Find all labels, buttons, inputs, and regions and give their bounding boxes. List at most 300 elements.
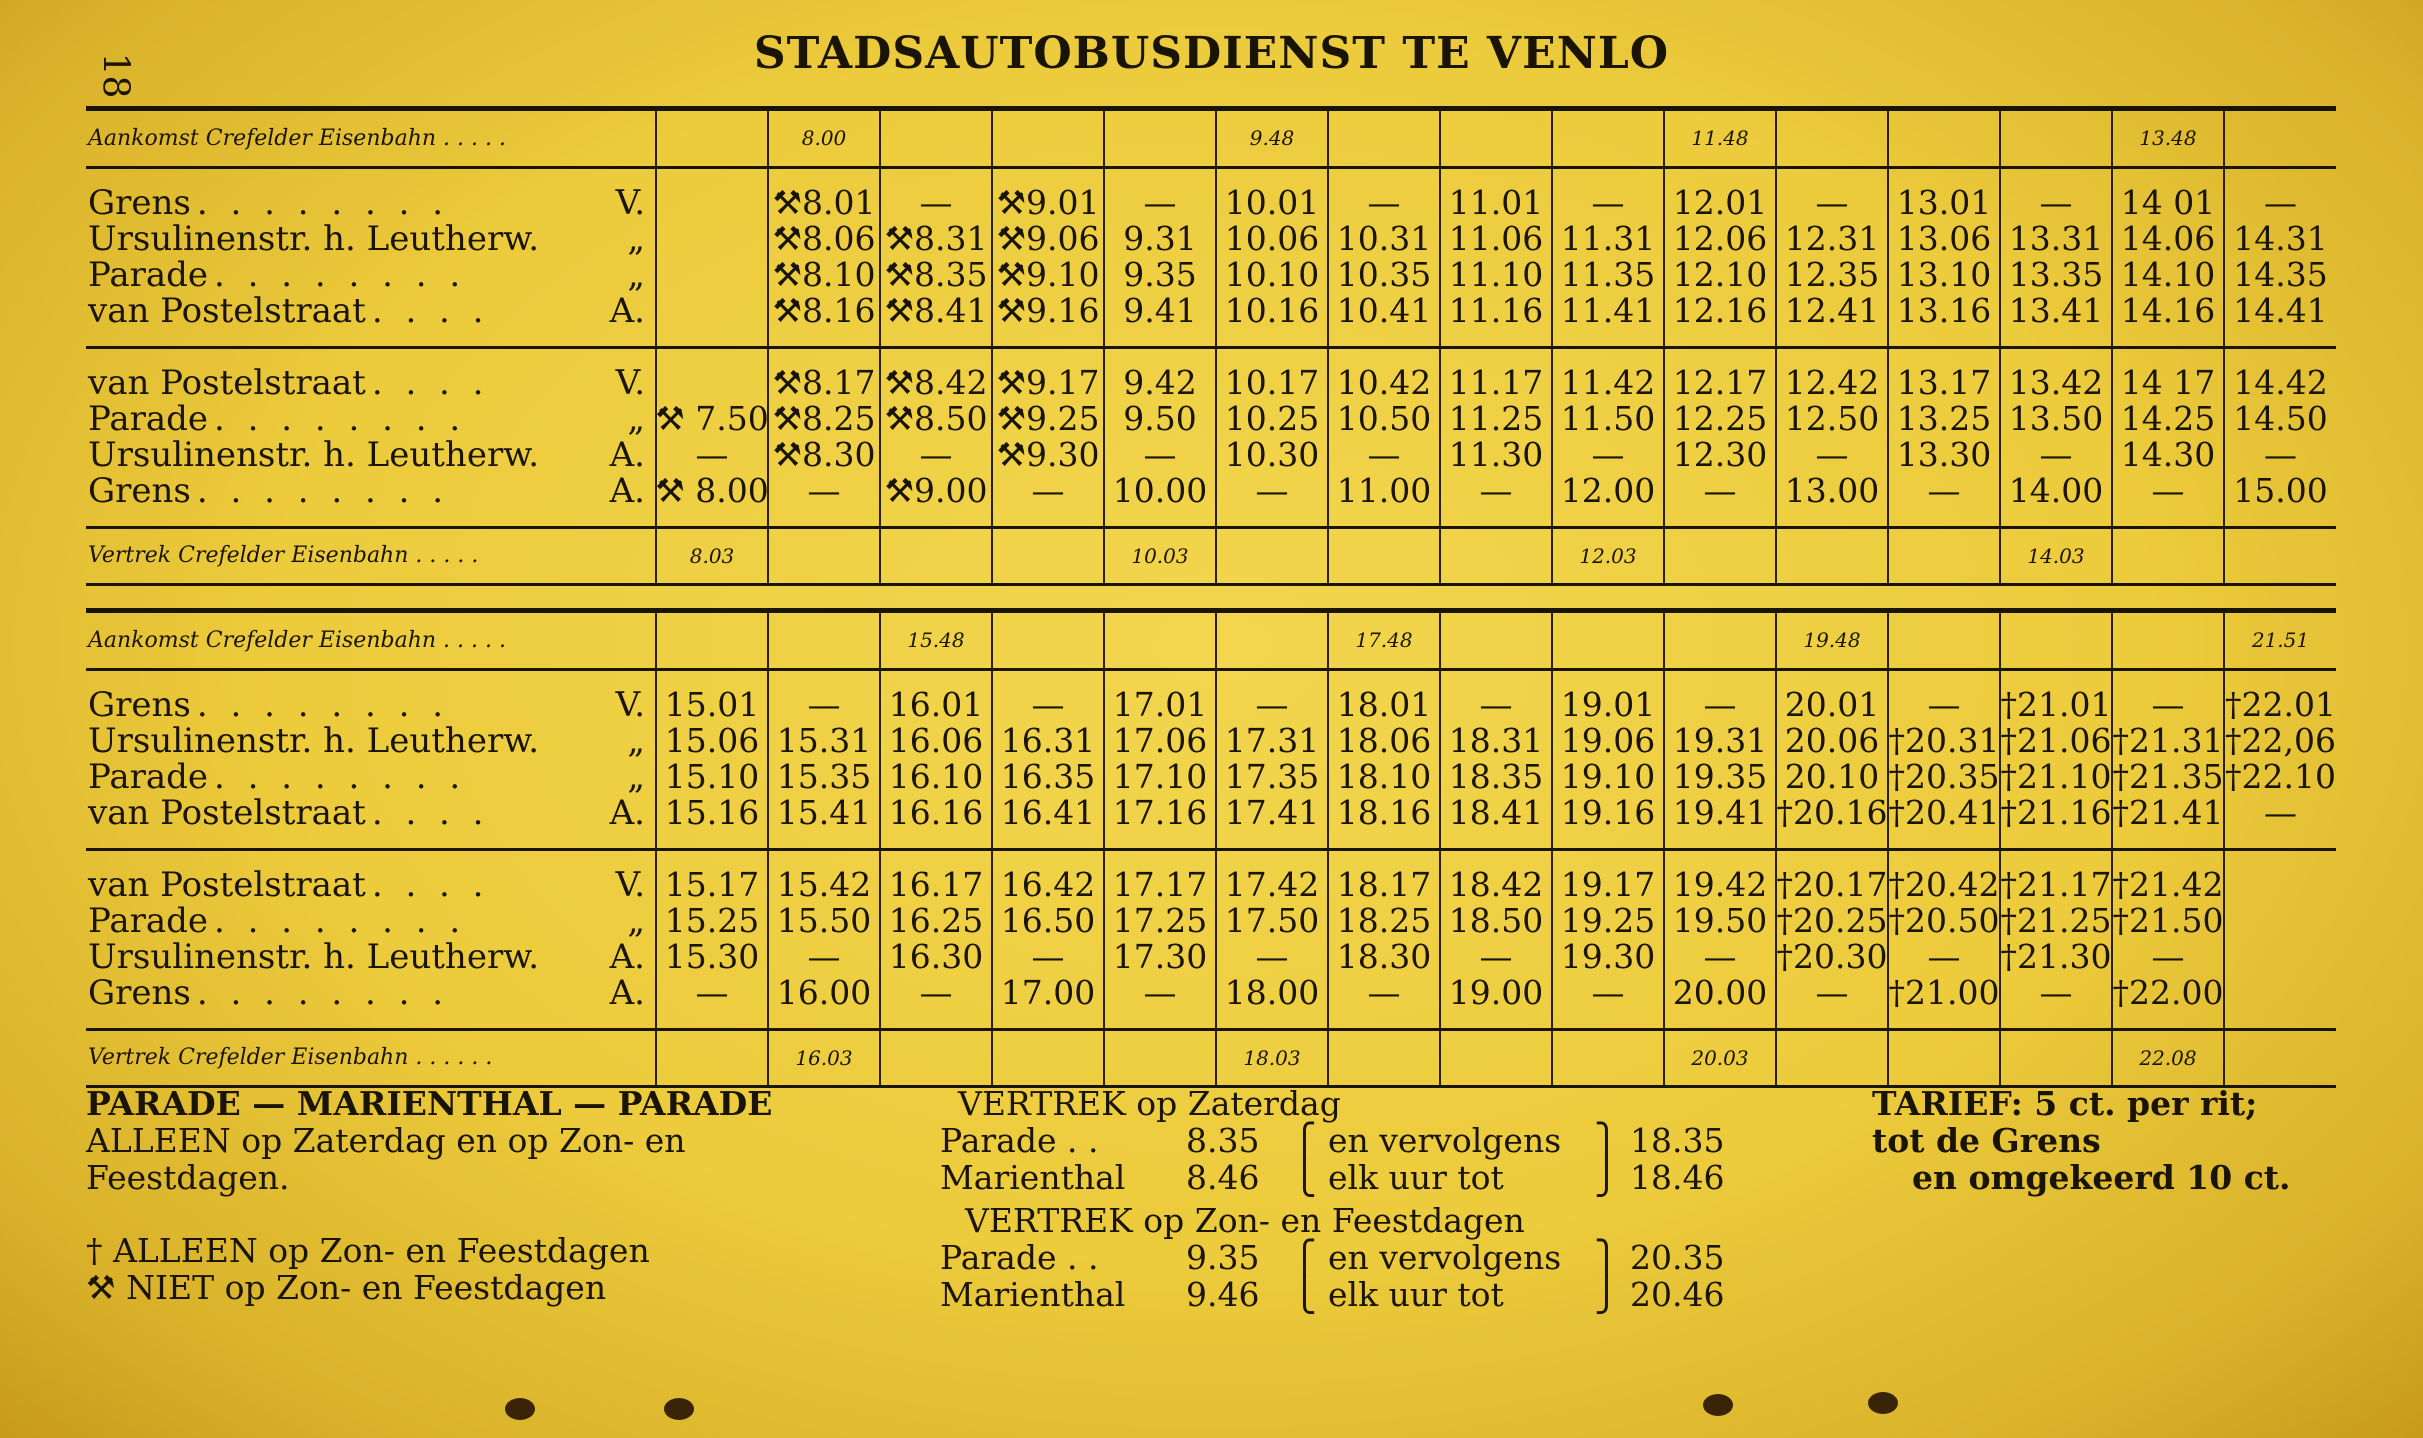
time-cell: 13.25 [1896,399,1992,438]
time-cell: ⚒9.00 [884,471,988,510]
leader-dots: . . . . [371,867,490,903]
schedule-last-time: 20.35 [1630,1238,1725,1277]
arrival-time: 9.48 [1216,111,1328,167]
stop-row [88,975,653,1011]
time-cell: ⚒9.25 [996,399,1100,438]
time-cell: 11.25 [1448,399,1544,438]
stop-name: Parade [88,255,209,295]
trip-column [1888,347,2000,527]
time-cell: 17.10 [1112,757,1208,796]
departure-notes [940,1085,1740,1313]
time-cell: 12.25 [1672,399,1768,438]
time-cell: 14.42 [2233,363,2328,402]
arrival-label: Aankomst Crefelder Eisenbahn . . . . . [88,125,506,151]
time-cell: 19.01 [1560,685,1656,724]
departure-time: 8.03 [656,527,768,583]
departure-time [2224,527,2336,583]
schedule-first-time: 9.35 [1186,1238,1260,1277]
time-cell: 9.42 [1123,363,1197,402]
stop-list [86,849,656,1029]
trip-column [1216,669,1328,849]
time-cell: 18.50 [1448,901,1544,940]
stop-mark: „ [627,219,645,259]
time-cell: 17.06 [1112,721,1208,760]
time-cell: 12.31 [1784,219,1880,258]
trip-column [768,167,880,347]
time-cell: ⚒8.10 [772,255,876,294]
time-cell: 18.00 [1224,973,1320,1012]
departure-time [768,527,880,583]
schedule-line [940,1159,1740,1196]
departure-label: Vertrek Crefelder Eisenbahn . . . . . [88,543,479,569]
trip-column [1776,167,1888,347]
time-cell: — [807,471,841,510]
time-cell: 17.17 [1112,865,1208,904]
time-cell: †22.10 [2225,757,2336,796]
stop-mark: A. [609,435,645,475]
time-cell: — [2264,183,2297,222]
time-cell: 18.35 [1448,757,1544,796]
staple-hole [664,1398,694,1420]
departure-time [2000,1029,2112,1085]
time-cell: — [1367,183,1401,222]
time-cell: — [1479,685,1513,724]
time-cell: 11.00 [1336,471,1432,510]
sunday-heading: VERTREK op Zon- en Feestdagen [965,1201,1525,1240]
time-cell: 10.30 [1224,435,1320,474]
time-cell: †21.01 [2000,685,2112,724]
stop-row [88,903,653,939]
time-cell: 17.35 [1224,757,1320,796]
time-cell: ⚒9.01 [996,183,1100,222]
legend-dagger: † ALLEEN op Zon- en Feestdagen [86,1231,650,1270]
time-cell: 15.41 [776,793,872,832]
time-cell: 20.10 [1784,757,1880,796]
time-cell: †22.01 [2225,685,2336,724]
time-cell: 12.41 [1784,291,1880,330]
time-cell: 13.01 [1896,183,1992,222]
stop-mark: A. [609,937,645,977]
time-cell: 20.06 [1784,721,1880,760]
time-cell: †21.00 [1888,973,2000,1012]
stop-row [88,293,653,329]
schedule-text: elk uur tot [1328,1158,1504,1197]
departure-time [1552,1029,1664,1085]
time-cell: †21.06 [2000,721,2112,760]
time-cell: 14.06 [2120,219,2216,258]
trip-column [1440,849,1552,1029]
time-cell: — [1815,973,1849,1012]
trip-column [1440,669,1552,849]
trip-column [992,849,1104,1029]
fare-notes [1872,1085,2291,1196]
stop-name: Parade [88,757,209,797]
time-cell: ⚒9.17 [996,363,1100,402]
time-cell: — [1367,435,1401,474]
stop-name: van Postelstraat [88,793,366,833]
stop-row [88,687,653,723]
time-cell: 12.06 [1672,219,1768,258]
time-cell: 13.00 [1784,471,1880,510]
time-cell: — [1255,471,1289,510]
stop-mark: A. [609,973,645,1013]
trip-column [656,167,768,347]
legend-hammer: ⚒ NIET op Zon- en Feestdagen [86,1268,607,1307]
morning-timetable [86,106,2336,586]
time-cell: 18.06 [1336,721,1432,760]
arrival-time [2224,111,2336,167]
time-cell: — [2151,471,2185,510]
time-cell: †20.42 [1888,865,2000,904]
trip-column [1552,347,1664,527]
time-cell: — [1927,937,1961,976]
time-cell: 17.25 [1112,901,1208,940]
time-cell: 17.41 [1224,793,1320,832]
time-cell: 18.30 [1336,937,1432,976]
stop-row [88,221,653,257]
time-cell: 11.30 [1448,435,1544,474]
time-cell: 18.31 [1448,721,1544,760]
time-cell: — [1815,183,1849,222]
stop-list [86,347,656,527]
stop-mark: „ [627,757,645,797]
time-cell: 10.35 [1336,255,1432,294]
stop-mark: V. [615,685,645,725]
time-cell: 17.01 [1112,685,1208,724]
arrival-time [1552,111,1664,167]
time-cell: 14.31 [2233,219,2328,258]
time-cell: 15.17 [664,865,760,904]
schedule-stop: Parade . . [940,1238,1099,1277]
time-cell: 16.00 [776,973,872,1012]
saturday-rows [940,1122,1740,1196]
stop-mark: V. [615,865,645,905]
time-cell: 13.16 [1896,291,1992,330]
time-cell: — [807,685,841,724]
outbound-trips [86,669,2336,849]
leader-dots: . . . . . . . . [214,759,467,795]
arrival-time [1104,111,1216,167]
time-cell: †21.31 [2112,721,2224,760]
time-cell: — [1143,183,1177,222]
departure-time [880,1029,992,1085]
time-cell: ⚒8.17 [772,363,876,402]
schedule-last-time: 20.46 [1630,1275,1725,1314]
time-cell: 10.00 [1112,471,1208,510]
route-heading: PARADE — MARIENTHAL — PARADE [86,1084,773,1123]
time-cell: — [1815,435,1849,474]
time-cell: 13.35 [2008,255,2104,294]
arrival-time [1888,111,2000,167]
fare-line: en omgekeerd 10 ct. [1912,1158,2291,1197]
time-cell: †20.50 [1888,901,2000,940]
time-cell: — [695,973,729,1012]
leader-dots [545,437,604,473]
time-cell: 10.01 [1224,183,1320,222]
time-cell: 19.10 [1560,757,1656,796]
time-cell: 9.41 [1123,291,1197,330]
stop-row [88,723,653,759]
time-cell: 10.50 [1336,399,1432,438]
time-cell: 15.01 [664,685,760,724]
stop-mark: A. [609,291,645,331]
time-cell: 19.25 [1560,901,1656,940]
time-cell: 19.17 [1560,865,1656,904]
time-cell: ⚒ 8.00 [655,471,769,510]
time-cell: — [1031,937,1065,976]
time-cell: †20.41 [1888,793,2000,832]
stop-row [88,185,653,221]
time-cell: †20.25 [1776,901,1888,940]
time-cell: 10.42 [1336,363,1432,402]
schedule-text: en vervolgens [1328,1238,1562,1277]
stop-name: Ursulinenstr. h. Leutherw. [88,219,540,259]
staple-hole [1868,1392,1898,1414]
arrival-time [880,111,992,167]
trip-column [656,669,768,849]
trip-column [1776,347,1888,527]
trip-column [880,167,992,347]
time-cell: †21.42 [2112,865,2224,904]
time-cell: — [1367,973,1401,1012]
stop-name: van Postelstraat [88,291,366,331]
trip-column [2112,347,2224,527]
arrival-time [2000,111,2112,167]
time-cell: 10.17 [1224,363,1320,402]
time-cell: †20.17 [1776,865,1888,904]
time-cell: 16.25 [888,901,984,940]
stop-row [88,867,653,903]
leader-dots: . . . . [371,293,490,329]
time-cell: 12.30 [1672,435,1768,474]
brace-mark: ⎭ [1594,1275,1619,1314]
time-cell: 13.06 [1896,219,1992,258]
arrival-time: 13.48 [2112,111,2224,167]
time-cell: 19.35 [1672,757,1768,796]
time-cell: ⚒8.41 [884,291,988,330]
leader-dots [545,723,621,759]
trip-column [2112,167,2224,347]
time-cell: 17.31 [1224,721,1320,760]
time-cell: 14.50 [2233,399,2328,438]
trip-column [1104,849,1216,1029]
stop-mark: A. [609,793,645,833]
stop-mark: V. [615,363,645,403]
trip-column [880,669,992,849]
trip-column [1776,669,1888,849]
time-cell: — [2039,435,2073,474]
time-cell: 15.30 [664,937,760,976]
time-cell: †22,06 [2225,721,2336,760]
stop-row [88,759,653,795]
departure-time [1328,1029,1440,1085]
trip-column [2224,849,2336,1029]
time-cell: — [1591,183,1625,222]
time-cell: — [919,973,953,1012]
fare-line: tot de Grens [1872,1121,2101,1160]
time-cell: — [1479,471,1513,510]
time-cell: †20.16 [1776,793,1888,832]
departure-time: 16.03 [768,1029,880,1085]
time-cell: †21.17 [2000,865,2112,904]
departure-time [2224,1029,2336,1085]
leader-dots: . . . . . . . . [196,473,450,509]
departure-row [86,527,2336,583]
trip-column [2224,347,2336,527]
departure-time: 10.03 [1104,527,1216,583]
trip-column [1888,849,2000,1029]
time-cell: — [2264,435,2297,474]
time-cell: †20.35 [1888,757,2000,796]
departure-time: 20.03 [1664,1029,1776,1085]
trip-column [1216,347,1328,527]
brace-mark: ⎩ [1292,1275,1317,1314]
time-cell: 10.25 [1224,399,1320,438]
time-cell: 16.01 [888,685,984,724]
arrival-time [1888,613,2000,669]
trip-column [1888,669,2000,849]
time-cell: 14.25 [2120,399,2216,438]
leader-dots: . . . . . . . . [214,401,467,437]
stop-name: Parade [88,901,209,941]
schedule-line [940,1239,1740,1276]
trip-column [992,347,1104,527]
trip-column [2000,849,2112,1029]
time-cell: 13.41 [2008,291,2104,330]
time-cell: 10.41 [1336,291,1432,330]
departure-label: Vertrek Crefelder Eisenbahn . . . . . . [88,1045,493,1071]
arrival-label: Aankomst Crefelder Eisenbahn . . . . . [88,627,506,653]
arrival-time [1328,111,1440,167]
arrival-time: 19.48 [1776,613,1888,669]
time-cell: — [1591,435,1625,474]
time-cell: 13.42 [2008,363,2104,402]
time-cell: ⚒8.42 [884,363,988,402]
time-cell: 16.41 [1000,793,1096,832]
time-cell: — [1927,471,1961,510]
trip-column [2224,669,2336,849]
time-cell: 16.31 [1000,721,1096,760]
leader-dots: . . . . . . . . [196,687,450,723]
arrival-time [656,613,768,669]
time-cell: 16.17 [888,865,984,904]
time-cell: 14.35 [2233,255,2328,294]
time-cell: 15.50 [776,901,872,940]
departure-time: 14.03 [2000,527,2112,583]
time-cell: — [1927,685,1961,724]
brace-mark: ⎫ [1594,1238,1619,1277]
stop-mark: „ [627,255,645,295]
stop-row [88,939,653,975]
time-cell: 12.42 [1784,363,1880,402]
leader-dots: . . . . . . . . [214,257,467,293]
trip-column [992,669,1104,849]
trip-column [1440,167,1552,347]
schedule-stop: Marienthal [940,1158,1126,1197]
schedule-text: elk uur tot [1328,1275,1504,1314]
stop-mark: A. [609,471,645,511]
route-note-line: ALLEEN op Zaterdag en op Zon- en [86,1121,686,1160]
trip-column [656,347,768,527]
time-cell: 13.10 [1896,255,1992,294]
stop-name: van Postelstraat [88,363,366,403]
arrival-time: 21.51 [2224,613,2336,669]
time-cell: 14.00 [2008,471,2104,510]
time-cell: 14 01 [2120,183,2216,222]
staple-hole [505,1398,535,1420]
arrival-time [1664,613,1776,669]
time-cell: — [1703,685,1737,724]
time-cell: 16.06 [888,721,984,760]
departure-time [1440,527,1552,583]
time-cell: — [1255,937,1289,976]
time-cell: 12.50 [1784,399,1880,438]
time-cell: 18.01 [1336,685,1432,724]
trip-column [1328,669,1440,849]
trip-column [880,347,992,527]
time-cell: 19.16 [1560,793,1656,832]
time-cell: 11.31 [1560,219,1656,258]
trip-column [1776,849,1888,1029]
leader-dots [545,221,621,257]
stop-row [88,365,653,401]
time-cell: 20.00 [1672,973,1768,1012]
trip-column [1664,167,1776,347]
time-cell: 11.01 [1448,183,1544,222]
departure-time [880,527,992,583]
departure-time [1776,527,1888,583]
stop-mark: „ [627,901,645,941]
arrival-time: 11.48 [1664,111,1776,167]
time-cell: 13.50 [2008,399,2104,438]
stop-row [88,401,653,437]
time-cell: — [1143,973,1177,1012]
time-cell: 10.06 [1224,219,1320,258]
time-cell: 15.16 [664,793,760,832]
stop-name: Grens [88,471,191,511]
time-cell: 16.42 [1000,865,1096,904]
arrival-time [1440,111,1552,167]
arrival-time [992,111,1104,167]
time-cell: 18.42 [1448,865,1544,904]
time-cell: †21.50 [2112,901,2224,940]
time-cell: 12.00 [1560,471,1656,510]
arrival-time [768,613,880,669]
trip-column [1664,669,1776,849]
arrival-time [2112,613,2224,669]
trip-column [1552,849,1664,1029]
departure-time [1216,527,1328,583]
time-cell: 15.10 [664,757,760,796]
time-cell: †20.30 [1776,937,1888,976]
time-cell: — [1031,471,1065,510]
time-cell: ⚒9.10 [996,255,1100,294]
time-cell: †21.30 [2000,937,2112,976]
time-cell: 19.41 [1672,793,1768,832]
time-cell: 14 17 [2120,363,2216,402]
time-cell: 12.01 [1672,183,1768,222]
schedule-text: en vervolgens [1328,1121,1562,1160]
saturday-heading: VERTREK op Zaterdag [958,1084,1341,1123]
stop-name: Grens [88,973,191,1013]
stop-name: Ursulinenstr. h. Leutherw. [88,937,540,977]
departure-time [1888,527,2000,583]
trip-column [768,347,880,527]
leader-dots: . . . . . . . . [196,975,450,1011]
time-cell: 13.31 [2008,219,2104,258]
arrival-time [1216,613,1328,669]
time-cell: 11.41 [1560,291,1656,330]
